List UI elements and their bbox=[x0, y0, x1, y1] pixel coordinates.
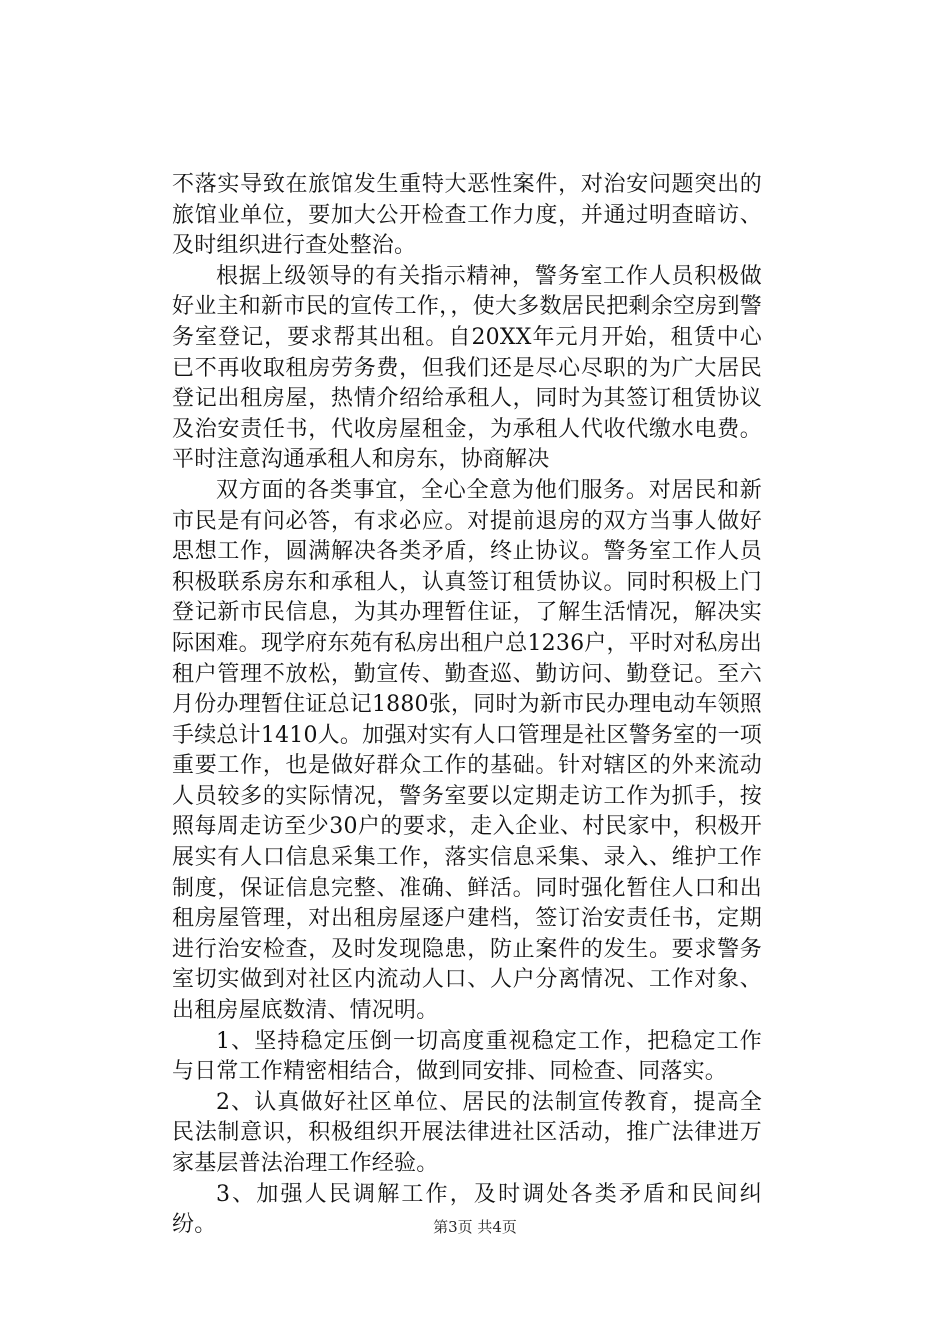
list-item: 2、认真做好社区单位、居民的法制宣传教育，提高全民法制意识，积极组织开展法律进社区活动，推广法律进万家基层普法治理工作经验。 bbox=[172, 1089, 762, 1176]
body-text bbox=[172, 170, 762, 1241]
list-item: 1、坚持稳定压倒一切高度重视稳定工作，把稳定工作与日常工作精密相结合，做到同安排、同检查、同落实。 bbox=[172, 1028, 762, 1085]
paragraph: 不落实导致在旅馆发生重特大恶性案件，对治安问题突出的旅馆业单位，要加大公开检查工作力度，并通过明查暗访、及时组织进行查处整治。 bbox=[172, 172, 762, 259]
paragraph: 双方面的各类事宜，全心全意为他们服务。对居民和新市民是有问必答，有求必应。对提前退房的双方当事人做好思想工作，圆满解决各类矛盾，终止协议。警务室工作人员积极联系房东和承租人，认真签订租赁协议。同时积极上门登记新市民信息，为其办理暂住证，了解生活情况，解决实际困难。现学府东苑有私房出租户总1236户，平时对私房出租户管理不放松，勤宣传、勤查巡、勤访问、勤登记。至六月份办理暂住证总记1880张，同时为新市民办理电动车领照手续总计1410人。加强对实有人口管理是社区警务室的一项重要工作，也是做好群众工作的基础。针对辖区的外来流动人员较多的实际情况，警务室要以定期走访工作为抓手，按照每周走访至少30户的要求，走入企业、村民家中，积极开展实有人口信息采集工作，落实信息采集、录入、维护工作制度，保证信息完整、准确、鲜活。同时强化暂住人口和出租房屋管理，对出租房屋逐户建档，签订治安责任书，定期进行治安检查，及时发现隐患，防止案件的发生。要求警务室切实做到对社区内流动人口、人户分离情况、工作对象、出租房屋底数清、情况明。 bbox=[172, 477, 762, 1024]
paragraph: 根据上级领导的有关指示精神，警务室工作人员积极做好业主和新市民的宣传工作，，使大多数居民把剩余空房到警务室登记，要求帮其出租。自20XX年元月开始，租赁中心已不再收取租房劳务费，但我们还是尽心尽职的为广大居民登记出租房屋，热情介绍给承租人，同时为其签订租赁协议及治安责任书，代收房屋租金，为承租人代收代缴水电费。平时注意沟通承租人和房东，协商解决 bbox=[172, 263, 762, 473]
list-item: 3、加强人民调解工作，及时调处各类矛盾和民间纠纷。 bbox=[172, 1181, 762, 1238]
page-footer: 第3页 共4页 bbox=[433, 1218, 517, 1236]
